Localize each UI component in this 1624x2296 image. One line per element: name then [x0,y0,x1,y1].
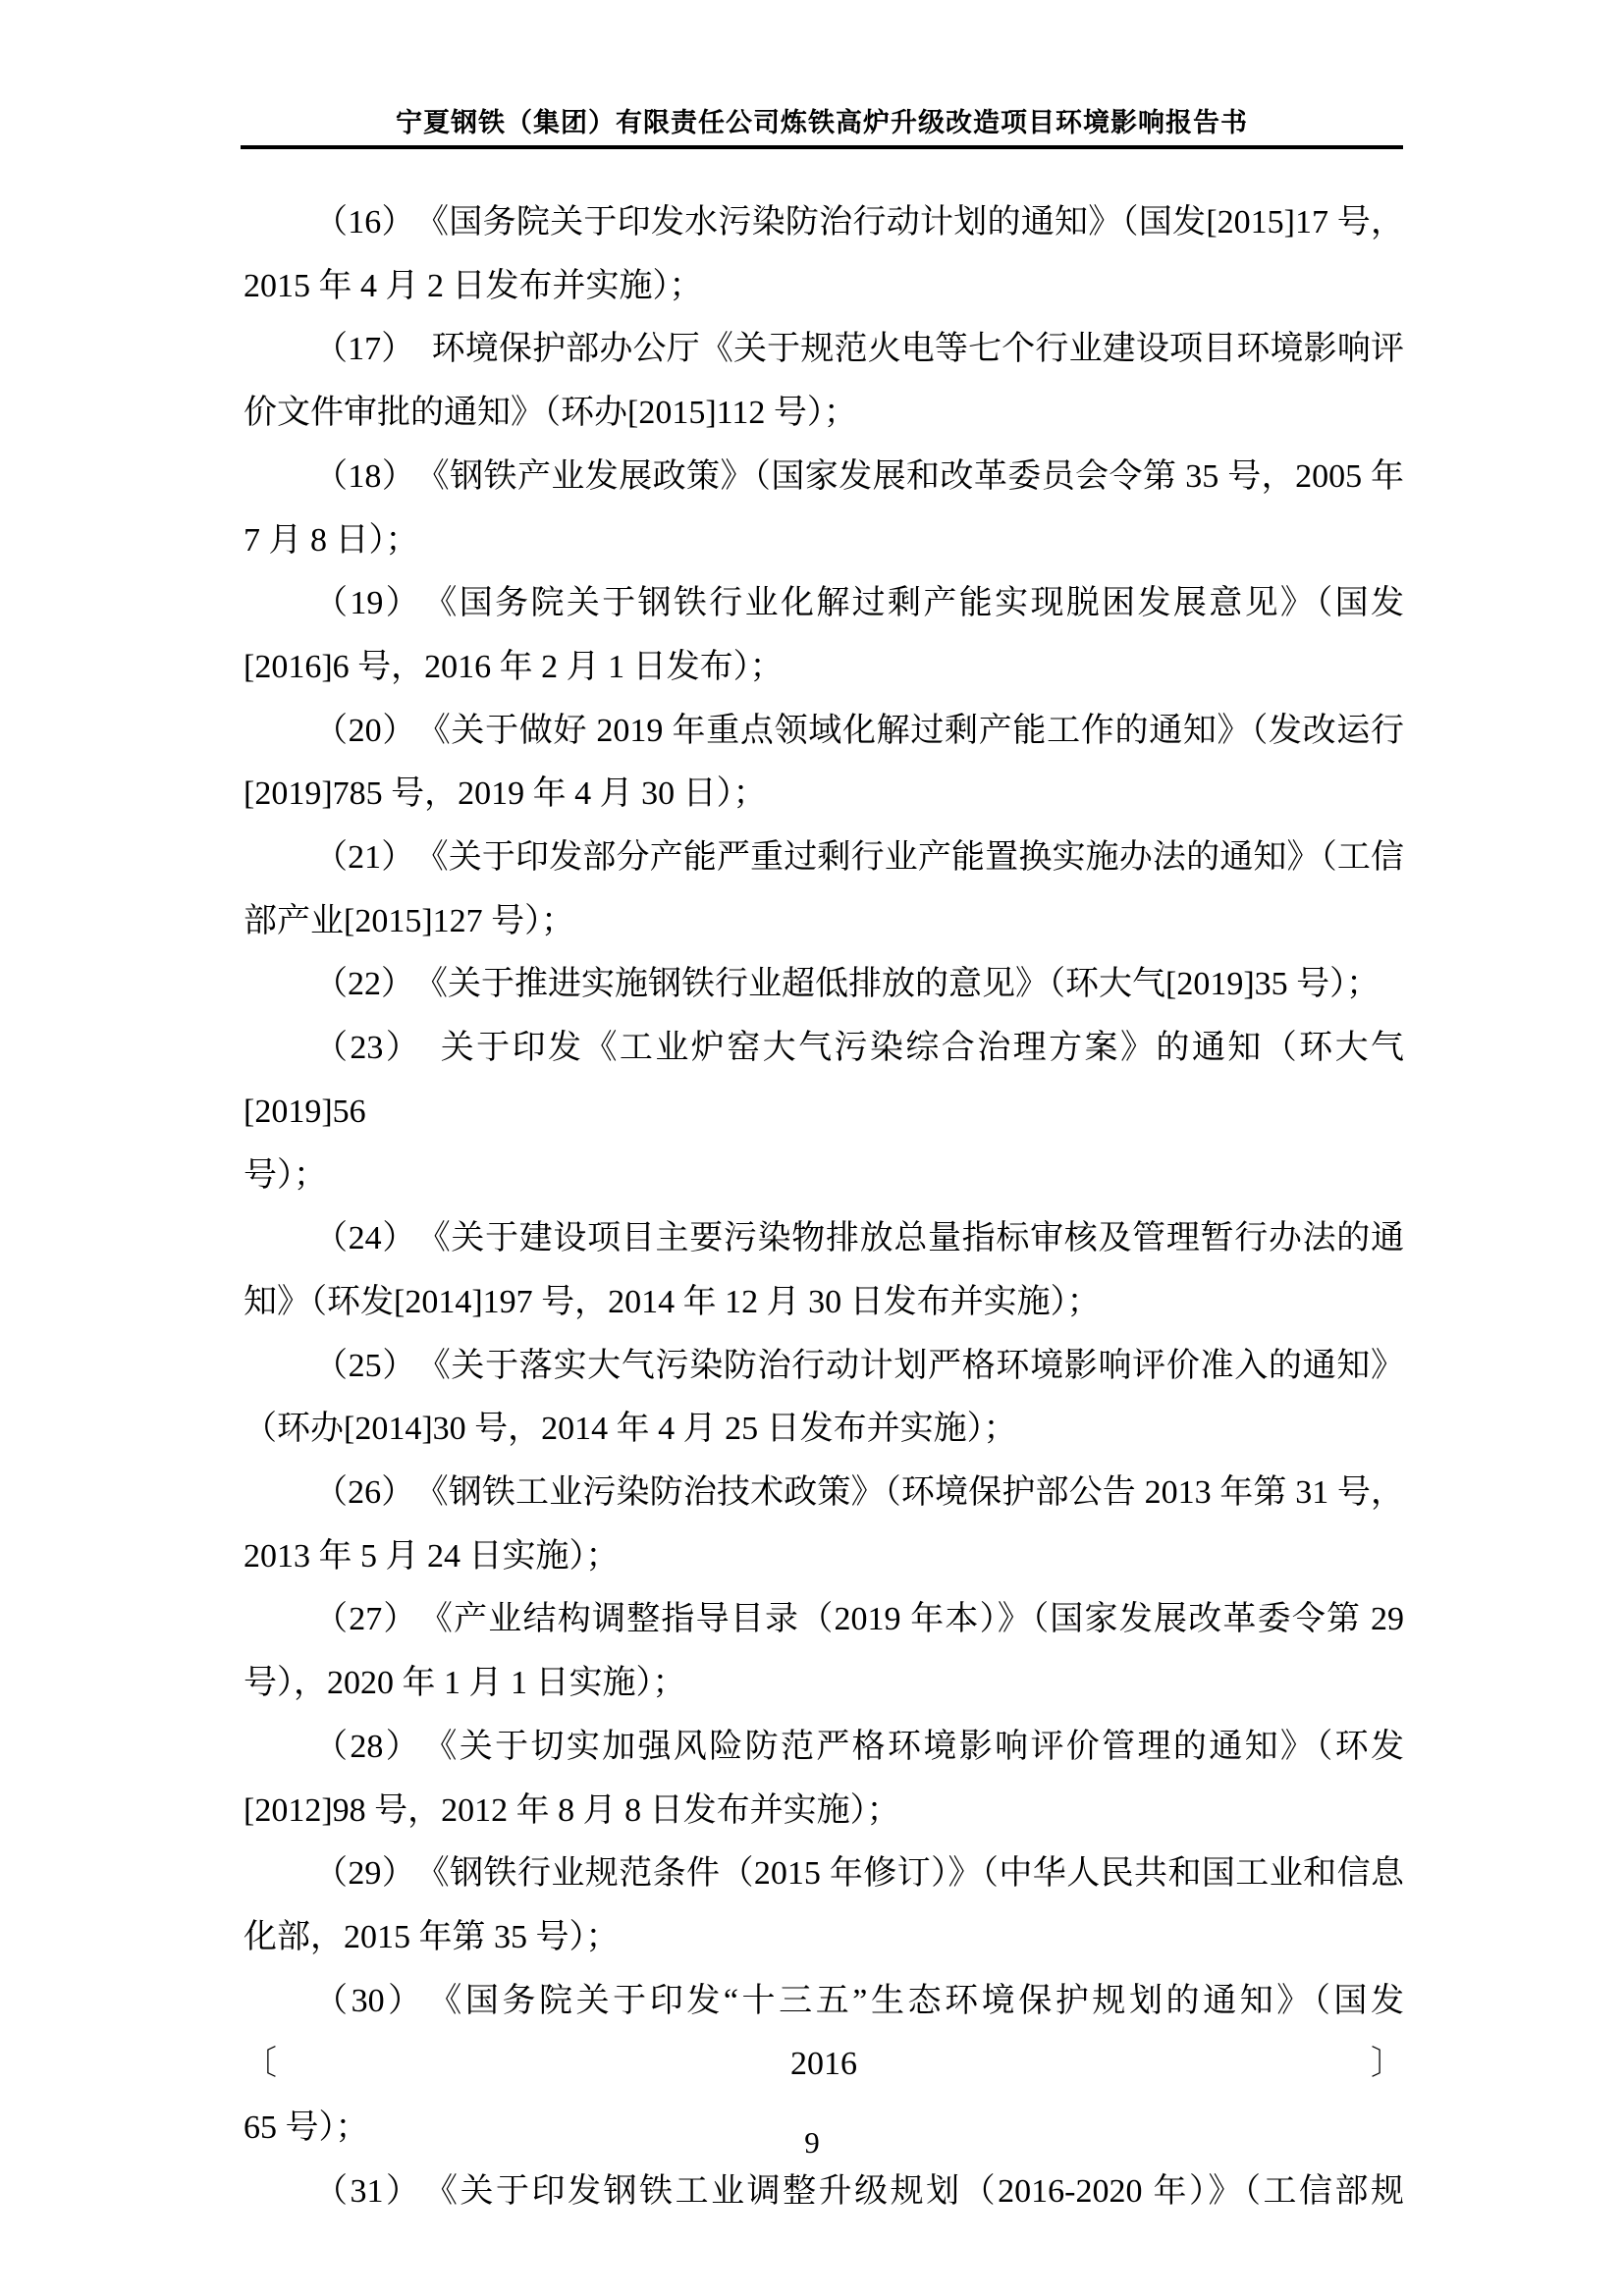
regulation-list [244,191,1404,2224]
regulation-line: （25） 《关于落实大气污染防治行动计划严格环境影响评价准入的通知》 [314,1347,1404,1384]
regulation-item [244,318,1404,445]
regulation-item [244,1716,1404,1842]
regulation-line: （26） 《钢铁工业污染防治技术政策》（环境保护部公告 2013 年第 31 号， [314,1474,1404,1512]
regulation-line: 知》（环发[2014]197 号，2014 年 12 月 30 日发布并实施）； [244,1283,1101,1320]
regulation-line: 65 号）； [244,2109,369,2147]
page-header-title: 宁夏钢铁（集团）有限责任公司炼铁高炉升级改造项目环境影响报告书 [396,108,1248,137]
regulation-item [244,1462,1404,1588]
regulation-line: 化部，2015 年第 35 号）； [244,1918,620,1955]
regulation-item [244,1588,1404,1715]
regulation-line: （31） 《关于印发钢铁工业调整升级规划（2016-2020 年）》（工信部规 [314,2172,1404,2210]
regulation-line: [2016]6 号，2016 年 2 月 1 日发布）； [244,648,784,685]
regulation-line: [2019]785 号，2019 年 4 月 30 日）； [244,775,767,813]
regulation-line: （环办[2014]30 号，2014 年 4 月 25 日发布并实施）； [244,1411,1017,1448]
regulation-line: （30） 《国务院关于印发“十三五”生态环境保护规划的通知》（国发〔2016〕 [244,1982,1404,2083]
regulation-line: （27） 《产业结构调整指导目录（2019 年本）》（国家发展改革委令第 29 [314,1601,1404,1638]
regulation-line: （18） 《钢铁产业发展政策》（国家发展和改革委员会令第 35 号，2005 年 [314,457,1404,495]
header-rule [241,145,1403,149]
regulation-line: （21） 《关于印发部分产能严重过剩行业产能置换实施办法的通知》（工信 [314,839,1404,877]
regulation-line: 号）； [244,1156,327,1194]
regulation-item [244,827,1404,953]
regulation-item [244,1207,1404,1334]
regulation-line: 部产业[2015]127 号）； [244,902,575,939]
regulation-item [244,700,1404,827]
regulation-line: 2015 年 4 月 2 日发布并实施）； [244,267,703,304]
regulation-item [244,572,1404,699]
regulation-line: （16） 《国务院关于印发水污染防治行动计划的通知》（国发[2015]17 号， [314,204,1404,240]
regulation-line: （20） 《关于做好 2019 年重点领域化解过剩产能工作的通知》（发改运行 [314,712,1404,749]
regulation-line: 2013 年 5 月 24 日实施）； [244,1537,620,1575]
regulation-item [244,1017,1404,1207]
regulation-line: （19） 《国务院关于钢铁行业化解过剩产能实现脱困发展意见》（国发 [314,585,1404,622]
page-number: 9 [804,2125,820,2160]
regulation-line: 7 月 8 日）； [244,521,419,559]
regulation-line: （22） 《关于推进实施钢铁行业超低排放的意见》（环大气[2019]35 号）； [314,966,1380,1003]
regulation-item [244,2161,1404,2224]
regulation-item [244,446,1404,572]
regulation-line: （17） 环境保护部办公厅《关于规范火电等七个行业建设项目环境影响评 [314,331,1404,368]
regulation-line: 价文件审批的通知》（环办[2015]112 号）； [244,395,857,432]
regulation-line: 号），2020 年 1 月 1 日实施）； [244,1665,686,1702]
regulation-line: （23） 关于印发《工业炉窑大气污染综合治理方案》的通知（环大气[2019]56 [244,1030,1404,1130]
regulation-line: [2012]98 号，2012 年 8 月 8 日发布并实施）； [244,1791,900,1829]
regulation-line: （28） 《关于切实加强风险防范严格环境影响评价管理的通知》（环发 [314,1728,1404,1765]
regulation-line: （29） 《钢铁行业规范条件（2015 年修订）》（中华人民共和国工业和信息 [314,1855,1404,1893]
regulation-item [244,191,1404,318]
regulation-item [244,1335,1404,1462]
regulation-item [244,1842,1404,1969]
regulation-line: （24） 《关于建设项目主要污染物排放总量指标审核及管理暂行办法的通 [314,1220,1404,1257]
regulation-item [244,953,1404,1017]
